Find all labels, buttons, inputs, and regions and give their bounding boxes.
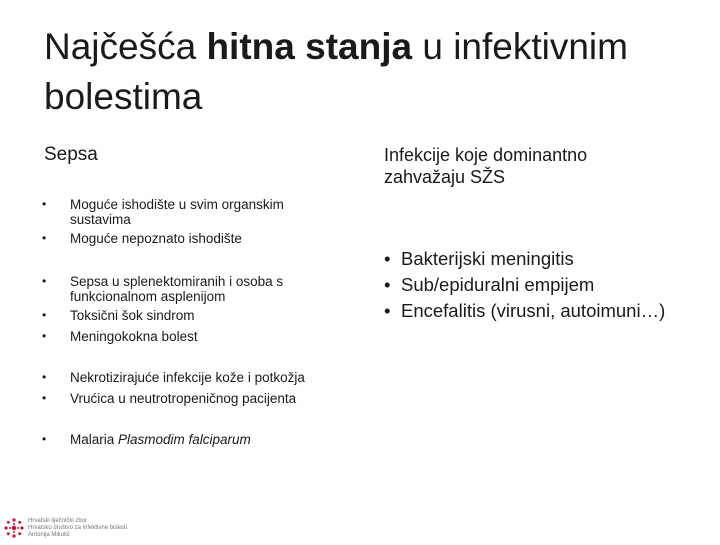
sepsa-heading: Sepsa: [44, 144, 98, 165]
bullet-icon: •: [42, 197, 47, 211]
bullet-icon: •: [42, 329, 47, 343]
sepsa-group-2: [44, 274, 344, 344]
bullet-icon: •: [42, 308, 47, 322]
title-bold: hitna stanja: [206, 26, 413, 67]
bullet-icon: •: [42, 432, 47, 446]
item-text: Moguće nepoznato ishodište: [70, 231, 242, 246]
list-item: [44, 197, 344, 227]
bullet-icon: •: [42, 391, 47, 405]
bullet-icon: •: [384, 274, 391, 295]
list-item: [44, 308, 344, 323]
title-part2: u infektivnim bolestima: [44, 26, 628, 117]
logo-line: Hrvatski liječnički zbor: [28, 518, 88, 524]
sepsa-group-1: [44, 197, 344, 246]
item-text: Sub/epiduralni empijem: [401, 274, 595, 295]
item-text: Bakterijski meningitis: [401, 248, 574, 269]
item-text: Meningokokna bolest: [70, 329, 198, 344]
list-item: [384, 272, 684, 297]
malaria-label: Malaria: [70, 432, 119, 447]
item-text: Toksični šok sindrom: [70, 308, 195, 323]
cns-list: [384, 246, 684, 324]
item-text: Encefalitis (virusni, autoimuni…): [401, 300, 666, 321]
item-text: Nekrotizirajuće infekcije kože i potkožja: [70, 370, 305, 385]
bullet-icon: •: [42, 274, 47, 288]
list-item: [44, 329, 344, 344]
list-item: [44, 370, 344, 385]
logo-line: Hrvatsko društvo za infektivne bolesti: [28, 525, 128, 531]
logo-text: [28, 518, 127, 539]
item-text: Sepsa u splenektomiranih i osoba s funkcionalnom asplenijom: [70, 274, 284, 304]
bullet-icon: •: [384, 248, 391, 269]
society-logo: [2, 515, 162, 540]
item-text: Moguće ishodište u svim organskim sustavima: [70, 197, 284, 227]
slide-title: [44, 22, 684, 122]
logo-line: Antonija Mikulić: [28, 532, 70, 538]
bullet-icon: •: [384, 300, 391, 321]
list-item: [44, 231, 344, 246]
list-item: [384, 246, 684, 271]
malaria-species: Plasmodim falciparum: [118, 432, 251, 447]
society-emblem-icon: [2, 515, 26, 540]
list-item: [44, 391, 344, 406]
bullet-icon: •: [42, 370, 47, 384]
cns-heading: Infekcije koje dominantno zahvažaju SŽS: [384, 145, 588, 187]
list-item: [44, 432, 344, 447]
title-part1: Najčešća: [44, 26, 207, 67]
sepsa-group-4: [44, 432, 344, 447]
item-text: Vrućica u neutrotropeničnog pacijenta: [70, 391, 297, 406]
sepsa-group-3: [44, 370, 344, 406]
list-item: [44, 274, 344, 304]
bullet-icon: •: [42, 231, 47, 245]
list-item: [384, 298, 684, 323]
